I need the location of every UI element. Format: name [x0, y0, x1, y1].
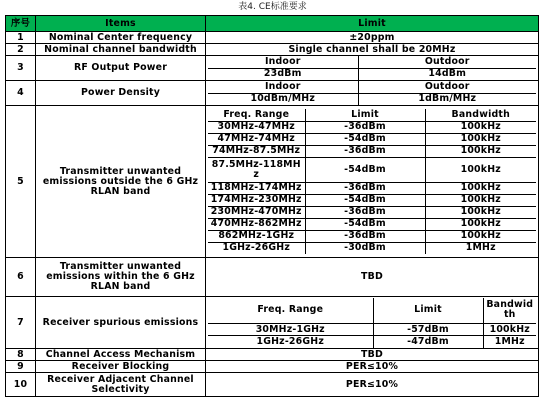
header-row [6, 16, 539, 32]
header-limit: Limit [206, 16, 539, 32]
bandwidth-cell: 1MHz [483, 336, 536, 348]
row-limit-split [206, 106, 539, 258]
limit-cell: -54dBm [305, 218, 425, 230]
row-number: 9 [6, 361, 36, 373]
row-number: 8 [6, 349, 36, 361]
freq-cell: 87.5MHz-118MHz [208, 157, 305, 182]
freq-cell: 30MHz-1GHz [208, 324, 373, 336]
table-row [6, 81, 539, 106]
table-row [6, 106, 539, 258]
bandwidth-cell: 100kHz [425, 157, 536, 182]
bandwidth-head: Bandwidth [425, 109, 536, 121]
table-row [6, 44, 539, 56]
table-row [6, 32, 539, 44]
row-limit: PER≤10% [206, 373, 539, 397]
freq-head: Freq. Range [208, 109, 305, 121]
row-number: 5 [6, 106, 36, 258]
limit-cell: -36dBm [305, 182, 425, 194]
row-limit: ±20ppm [206, 32, 539, 44]
freq-cell: 174MHz-230MHz [208, 194, 305, 206]
freq-cell: 1GHz-26GHz [208, 242, 305, 254]
bandwidth-cell: 100kHz [425, 206, 536, 218]
outdoor-head: Outdoor [358, 81, 536, 93]
power-density-subtable [208, 81, 536, 105]
bandwidth-cell: 100kHz [425, 230, 536, 242]
freq-cell: 74MHz-87.5MHz [208, 145, 305, 157]
list-item [208, 336, 536, 348]
header-seq: 序号 [6, 16, 36, 32]
row-item: RF Output Power [36, 56, 206, 81]
indoor-value: 10dBm/MHz [208, 93, 358, 105]
list-item [208, 324, 536, 336]
header-items: Items [36, 16, 206, 32]
row-limit: PER≤10% [206, 361, 539, 373]
row-item: Nominal channel bandwidth [36, 44, 206, 56]
bandwidth-cell: 100kHz [425, 194, 536, 206]
list-item [208, 230, 536, 242]
indoor-head: Indoor [208, 81, 358, 93]
list-item [208, 206, 536, 218]
bandwidth-cell: 100kHz [425, 218, 536, 230]
row-item: Receiver spurious emissions [36, 297, 206, 349]
limit-cell: -36dBm [305, 145, 425, 157]
limit-cell: -54dBm [305, 194, 425, 206]
limit-cell: -36dBm [305, 230, 425, 242]
bandwidth-cell: 100kHz [425, 133, 536, 145]
table-row [6, 56, 539, 81]
row-number: 1 [6, 32, 36, 44]
receiver-spurious-subtable [208, 298, 536, 348]
bandwidth-cell: 100kHz [425, 145, 536, 157]
row-number: 2 [6, 44, 36, 56]
ce-requirements-table [5, 15, 539, 397]
row-limit: TBD [206, 258, 539, 297]
freq-cell: 862MHz-1GHz [208, 230, 305, 242]
bandwidth-cell: 100kHz [425, 121, 536, 133]
row-limit-split [206, 56, 539, 81]
freq-cell: 470MHz-862MHz [208, 218, 305, 230]
list-item [208, 182, 536, 194]
list-item [208, 121, 536, 133]
row-limit: Single channel shall be 20MHz [206, 44, 539, 56]
limit-cell: -36dBm [305, 206, 425, 218]
table-row [6, 297, 539, 349]
limit-cell: -47dBm [373, 336, 483, 348]
bandwidth-cell: 1MHz [425, 242, 536, 254]
table-row [6, 373, 539, 397]
limit-cell: -30dBm [305, 242, 425, 254]
limit-cell: -54dBm [305, 157, 425, 182]
row-item: Transmitter unwanted emissions outside the 6 GHz RLAN band [36, 106, 206, 258]
row-number: 3 [6, 56, 36, 81]
bandwidth-head: Bandwidth [483, 298, 536, 324]
list-item [208, 218, 536, 230]
table-caption: 表4. CE标准要求 [238, 2, 307, 12]
freq-cell: 47MHz-74MHz [208, 133, 305, 145]
outdoor-value: 1dBm/MHz [358, 93, 536, 105]
limit-head: Limit [305, 109, 425, 121]
limit-cell: -54dBm [305, 133, 425, 145]
list-item [208, 157, 536, 182]
row-item: Power Density [36, 81, 206, 106]
row-item: Receiver Blocking [36, 361, 206, 373]
row-item: Channel Access Mechanism [36, 349, 206, 361]
outdoor-head: Outdoor [358, 56, 536, 68]
row-number: 4 [6, 81, 36, 106]
row-item: Nominal Center frequency [36, 32, 206, 44]
row-limit-split [206, 81, 539, 106]
row-number: 6 [6, 258, 36, 297]
list-item [208, 145, 536, 157]
row-item: Transmitter unwanted emissions within the 6 GHz RLAN band [36, 258, 206, 297]
bandwidth-cell: 100kHz [483, 324, 536, 336]
outdoor-value: 14dBm [358, 68, 536, 80]
list-item [208, 133, 536, 145]
indoor-head: Indoor [208, 56, 358, 68]
indoor-value: 23dBm [208, 68, 358, 80]
row-item: Receiver Adjacent Channel Selectivity [36, 373, 206, 397]
freq-head: Freq. Range [208, 298, 373, 324]
unwanted-emissions-subtable [208, 109, 536, 254]
table-row [6, 258, 539, 297]
freq-cell: 118MHz-174MHz [208, 182, 305, 194]
list-item [208, 242, 536, 254]
table-row [6, 349, 539, 361]
bandwidth-cell: 100kHz [425, 182, 536, 194]
rf-power-subtable [208, 56, 536, 80]
row-limit-split [206, 297, 539, 349]
row-limit: TBD [206, 349, 539, 361]
row-number: 10 [6, 373, 36, 397]
freq-cell: 1GHz-26GHz [208, 336, 373, 348]
limit-cell: -36dBm [305, 121, 425, 133]
freq-cell: 30MHz-47MHz [208, 121, 305, 133]
limit-head: Limit [373, 298, 483, 324]
freq-cell: 230MHz-470MHz [208, 206, 305, 218]
list-item [208, 194, 536, 206]
table-row [6, 361, 539, 373]
row-number: 7 [6, 297, 36, 349]
limit-cell: -57dBm [373, 324, 483, 336]
